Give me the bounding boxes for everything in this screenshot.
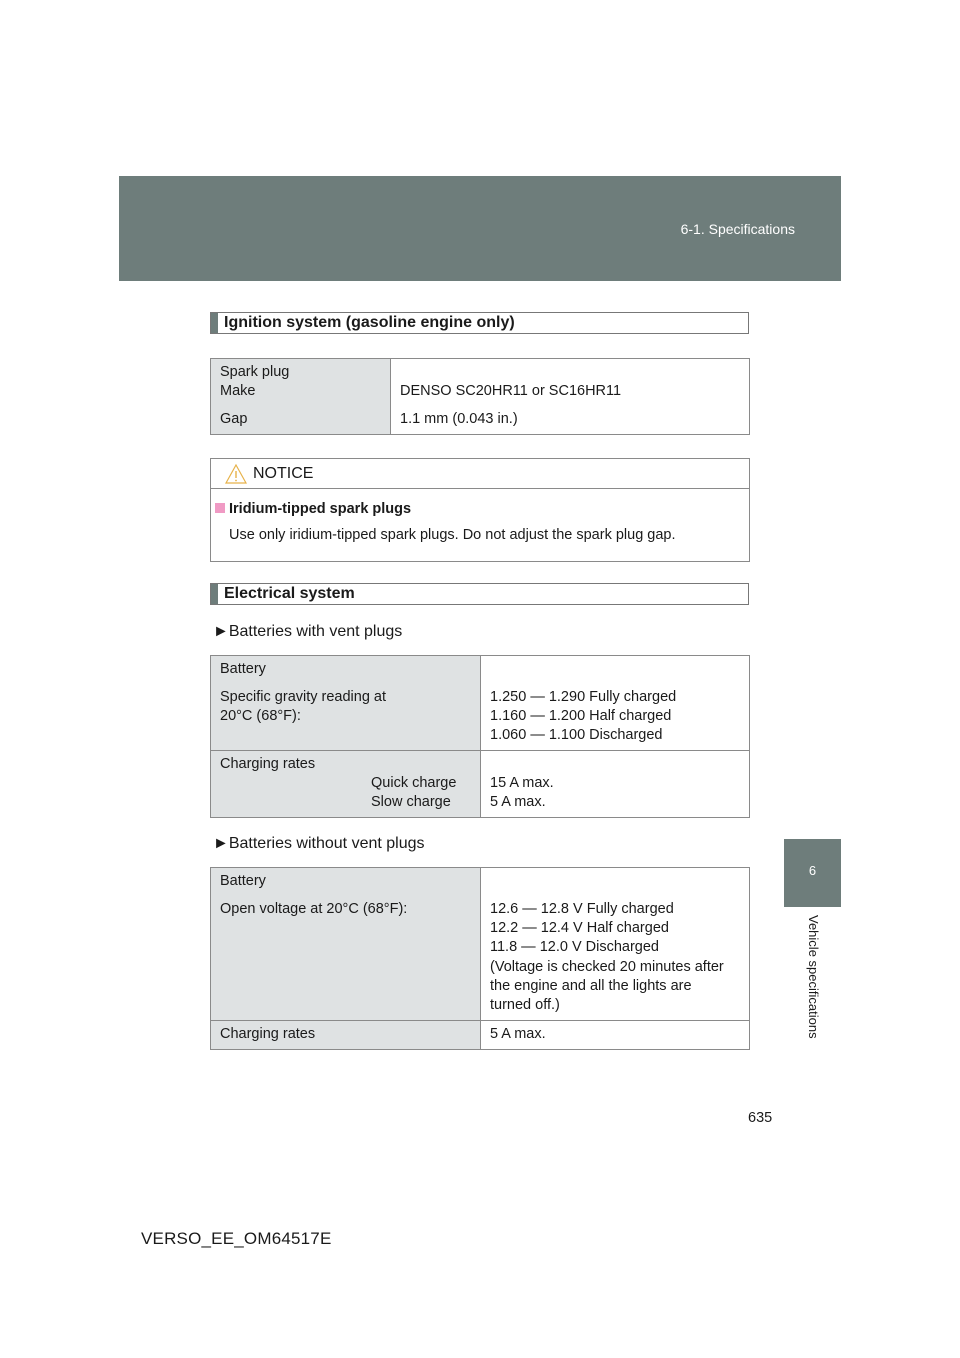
gap-value: 1.1 mm (0.043 in.) — [400, 411, 518, 427]
novent-voltage-value-cell — [481, 868, 750, 1021]
novent-voltage-label-cell — [211, 868, 481, 1021]
voltage-note-2: the engine and all the lights are — [490, 978, 692, 994]
notice-box — [210, 458, 750, 562]
slow-charge-label: Slow charge — [371, 794, 451, 810]
square-bullet-icon — [215, 503, 225, 513]
novent-charging-value-cell — [481, 1021, 750, 1050]
ignition-value-cell — [391, 359, 750, 435]
novent-battery-table — [210, 867, 750, 1050]
chapter-tab — [784, 839, 841, 907]
ignition-table — [210, 358, 750, 435]
vent-gravity-value-cell — [481, 656, 750, 751]
novent-charging-label-cell — [211, 1021, 481, 1050]
ignition-heading: Ignition system (gasoline engine only) — [210, 312, 749, 334]
document-id: VERSO_EE_OM64517E — [141, 1229, 332, 1248]
section-title: 6-1. Specifications — [680, 221, 795, 237]
chapter-label: Vehicle specifications — [806, 915, 821, 1039]
vent-charging-value-cell — [481, 751, 750, 818]
warning-icon — [225, 464, 247, 484]
page-number: 635 — [748, 1110, 773, 1126]
voltage-note-1: (Voltage is checked 20 minutes after — [490, 959, 724, 975]
notice-body: Use only iridium-tipped spark plugs. Do not adjust the spark plug gap. — [229, 527, 676, 543]
charging-rates-label: Charging rates — [220, 1026, 316, 1042]
gravity-full: 1.250 — 1.290 Fully charged — [490, 689, 677, 705]
voltage-discharged: 11.8 — 12.0 V Discharged — [490, 939, 659, 955]
vent-battery-table — [210, 655, 750, 818]
charging-rate-value: 5 A max. — [490, 1026, 546, 1042]
vent-charging-label-cell — [211, 751, 481, 818]
specific-gravity-label: Specific gravity reading at — [220, 689, 387, 705]
charging-rates-label: Charging rates — [220, 756, 316, 772]
ignition-label-cell — [211, 359, 391, 435]
battery-label: Battery — [220, 661, 266, 677]
chapter-number: 6 — [808, 863, 817, 878]
slow-charge-value: 5 A max. — [490, 794, 546, 810]
vent-plugs-title: ►Batteries with vent plugs — [213, 623, 403, 640]
voltage-full: 12.6 — 12.8 V Fully charged — [490, 901, 674, 917]
notice-title: NOTICE — [253, 465, 314, 482]
notice-subhead: Iridium-tipped spark plugs — [215, 501, 411, 517]
spark-plug-label: Spark plug — [220, 364, 290, 380]
make-label: Make — [220, 383, 256, 399]
gravity-discharged: 1.060 — 1.100 Discharged — [490, 727, 663, 743]
triangle-bullet-icon: ► — [213, 623, 229, 640]
electrical-heading: Electrical system — [210, 583, 749, 605]
quick-charge-value: 15 A max. — [490, 775, 554, 791]
make-value: DENSO SC20HR11 or SC16HR11 — [400, 383, 622, 399]
specific-gravity-temp: 20°C (68°F): — [220, 708, 301, 724]
quick-charge-label: Quick charge — [371, 775, 457, 791]
gap-label: Gap — [220, 411, 248, 427]
voltage-half: 12.2 — 12.4 V Half charged — [490, 920, 669, 936]
triangle-bullet-icon: ► — [213, 835, 229, 852]
notice-header — [211, 459, 749, 489]
vent-gravity-label-cell — [211, 656, 481, 751]
voltage-note-3: turned off.) — [490, 997, 560, 1013]
open-voltage-label: Open voltage at 20°C (68°F): — [220, 901, 408, 917]
gravity-half: 1.160 — 1.200 Half charged — [490, 708, 672, 724]
no-vent-plugs-title: ►Batteries without vent plugs — [213, 835, 425, 852]
battery-label: Battery — [220, 873, 266, 889]
header-band — [119, 176, 841, 281]
